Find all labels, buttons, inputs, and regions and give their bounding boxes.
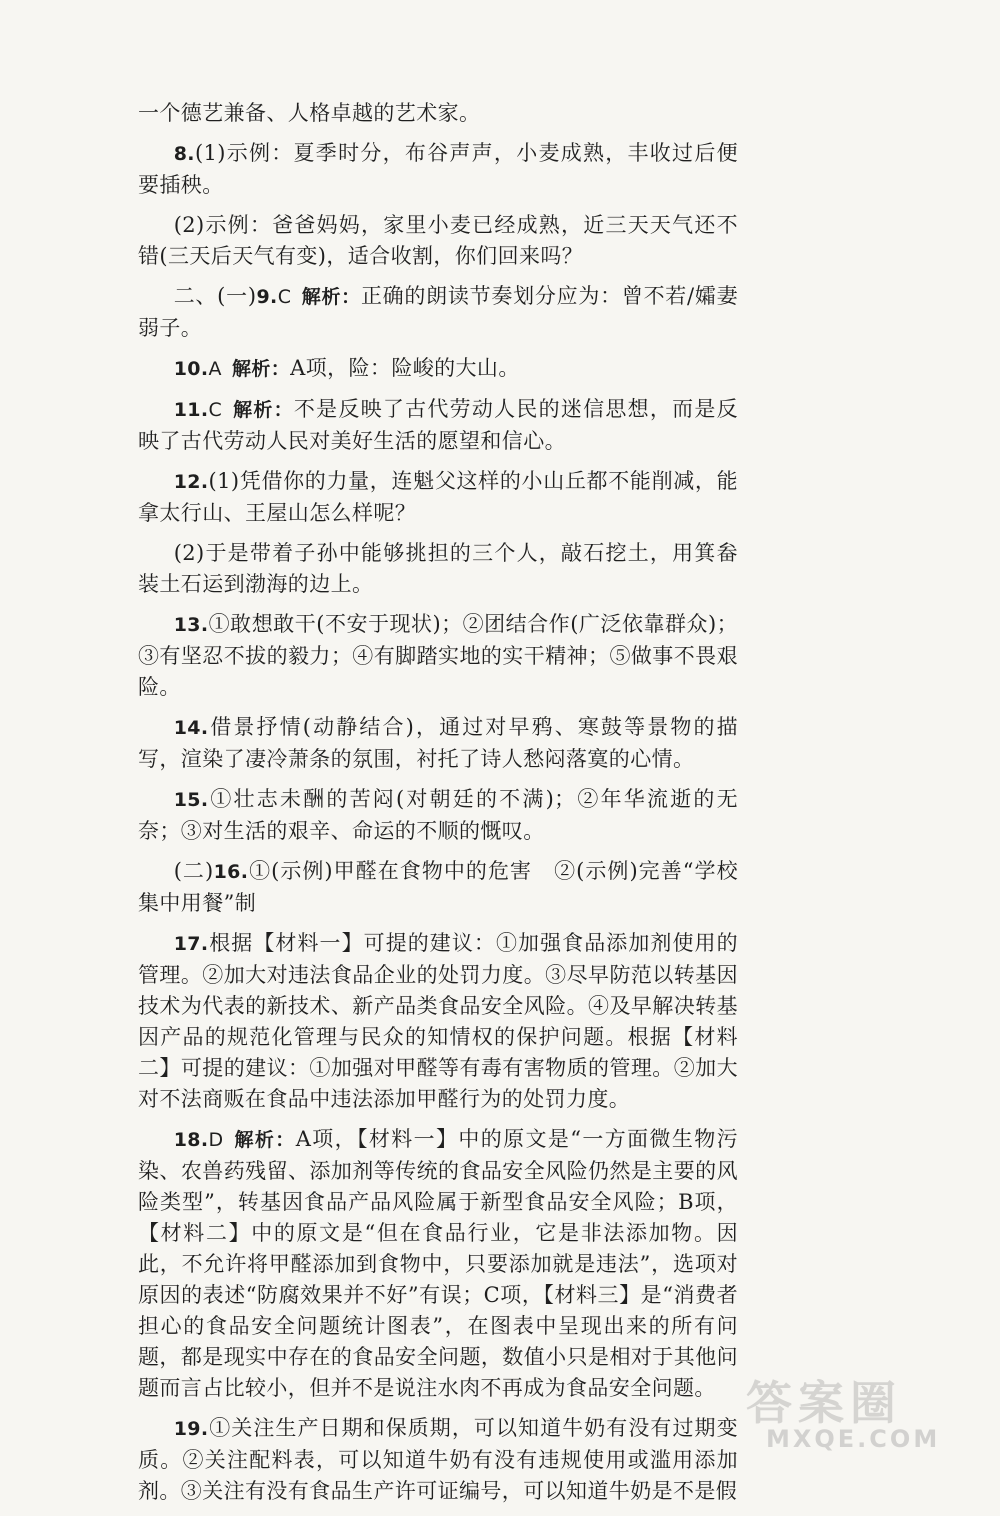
question-number: 16. xyxy=(213,861,249,883)
answer-text: (1)凭借你的力量，连魁父这样的小山丘都不能削减，能拿太行山、王屋山怎么样呢？ xyxy=(138,469,738,525)
answer-paragraph xyxy=(138,1413,738,1507)
analysis-label: 解析： xyxy=(232,399,294,421)
answer-paragraph xyxy=(138,856,738,919)
question-number: 19. xyxy=(173,1418,209,1440)
answer-text: A项，【材料一】中的原文是“一方面微生物污染、农兽药残留、添加剂等传统的食品安全风险仍然是主要的风险类型”，转基因食品产品风险属于新型食品安全风险；B项，【材料二】中的原文是“但在食品行业，它是非法添加物。因此，不允许将甲醛添加到食物中，只要添加就是违法”，选项对原因的表述“防腐效果并不好”有误；C项，【材料三】是“消费者担心的食品安全问题统计图表”，在图表中呈现出来的所有问题，都是现实中存在的食品安全问题，数值小只是相对于其他问题而言占比较小，但并不是说注水肉不再成为食品安全问题。 xyxy=(138,1127,738,1400)
answer-paragraph xyxy=(138,138,738,201)
answer-text: A项，险：险峻的大山。 xyxy=(290,356,520,380)
answer-text: ①壮志未酬的苦闷(对朝廷的不满)；②年华流逝的无奈；③对生活的艰辛、命运的不顺的慨叹。 xyxy=(138,787,738,843)
section-prefix: 二、(一) xyxy=(173,284,257,308)
question-number: 10. xyxy=(173,358,209,380)
answer-paragraph xyxy=(138,1124,738,1404)
answer-text: 一个德艺兼备、人格卓越的艺术家。 xyxy=(138,101,481,125)
analysis-label: 解析： xyxy=(231,358,291,380)
question-number: 14. xyxy=(173,717,209,739)
analysis-label: 解析： xyxy=(233,1129,296,1151)
answer-paragraph xyxy=(138,353,738,385)
answer-text: 借景抒情(动静结合)，通过对早鸦、寒鼓等景物的描写，渲染了凄冷萧条的氛围，衬托了诗人愁闷落寞的心情。 xyxy=(138,715,738,771)
answer-choice: C xyxy=(208,399,223,421)
answer-paragraph xyxy=(138,98,738,129)
answer-paragraph xyxy=(138,281,738,344)
answer-text: 不是反映了古代劳动人民的迷信思想，而是反映了古代劳动人民对美好生活的愿望和信心。 xyxy=(138,397,738,453)
watermark-domain: MXQE.COM xyxy=(766,1425,941,1453)
answer-paragraph xyxy=(138,210,738,272)
question-number: 11. xyxy=(173,399,209,421)
question-number: 12. xyxy=(173,471,209,493)
question-number: 15. xyxy=(173,789,209,811)
question-number: 18. xyxy=(173,1129,209,1151)
answer-text: 正确的朗读节奏划分应为：曾不若/孀妻弱子。 xyxy=(138,284,739,340)
watermark-logo xyxy=(706,1367,976,1457)
question-number: 8. xyxy=(173,143,195,165)
answer-paragraph xyxy=(138,609,738,703)
answer-text: ①(示例)甲醛在食物中的危害 ②(示例)完善“学校集中用餐”制 xyxy=(138,859,738,915)
document-page xyxy=(138,98,738,1516)
watermark-title: 答案圈 xyxy=(746,1376,902,1430)
answer-paragraph xyxy=(138,394,738,457)
answer-paragraph xyxy=(138,538,738,600)
answer-text: (2)于是带着子孙中能够挑担的三个人，敲石挖土，用箕畚装土石运到渤海的边上。 xyxy=(138,541,738,596)
answer-text: ①敢想敢干(不安于现状)；②团结合作(广泛依靠群众)；③有坚忍不拔的毅力；④有脚踏实地的实干精神；⑤做事不畏艰险。 xyxy=(138,612,738,699)
answer-text: (2)示例：爸爸妈妈，家里小麦已经成熟，近三天天气还不错(三天后天气有变)，适合收割，你们回来吗？ xyxy=(138,213,738,268)
question-number: 17. xyxy=(173,933,209,955)
answer-paragraph xyxy=(138,466,738,529)
answer-paragraph xyxy=(138,712,738,775)
answer-text: (1)示例：夏季时分，布谷声声，小麦成熟，丰收过后便要插秧。 xyxy=(138,141,738,197)
answer-choice: D xyxy=(208,1129,224,1151)
answer-text: 根据【材料一】可提的建议：①加强食品添加剂使用的管理。②加大对违法食品企业的处罚力度。③尽早防范以转基因技术为代表的新技术、新产品类食品安全风险。④及早解决转基因产品的规范化管理与民众的知情权的保护问题。根据【材料二】可提的建议：①加强对甲醛等有毒有害物质的管理。②加大对不法商贩在食品中违法添加甲醛行为的处罚力度。 xyxy=(138,931,738,1111)
question-number: 9. xyxy=(256,286,278,308)
answer-paragraph xyxy=(138,928,738,1115)
answer-choice: A xyxy=(208,358,222,380)
section-prefix: (二) xyxy=(173,859,214,883)
answer-choice: C xyxy=(277,286,292,308)
answer-paragraph xyxy=(138,784,738,847)
analysis-label: 解析： xyxy=(301,286,361,308)
question-number: 13. xyxy=(173,614,209,636)
answer-text: ①关注生产日期和保质期，可以知道牛奶有没有过期变质。②关注配料表，可以知道牛奶有没有违规使用或滥用添加剂。③关注有没有食品生产许可证编号，可以知道牛奶是不是假 xyxy=(138,1416,738,1503)
